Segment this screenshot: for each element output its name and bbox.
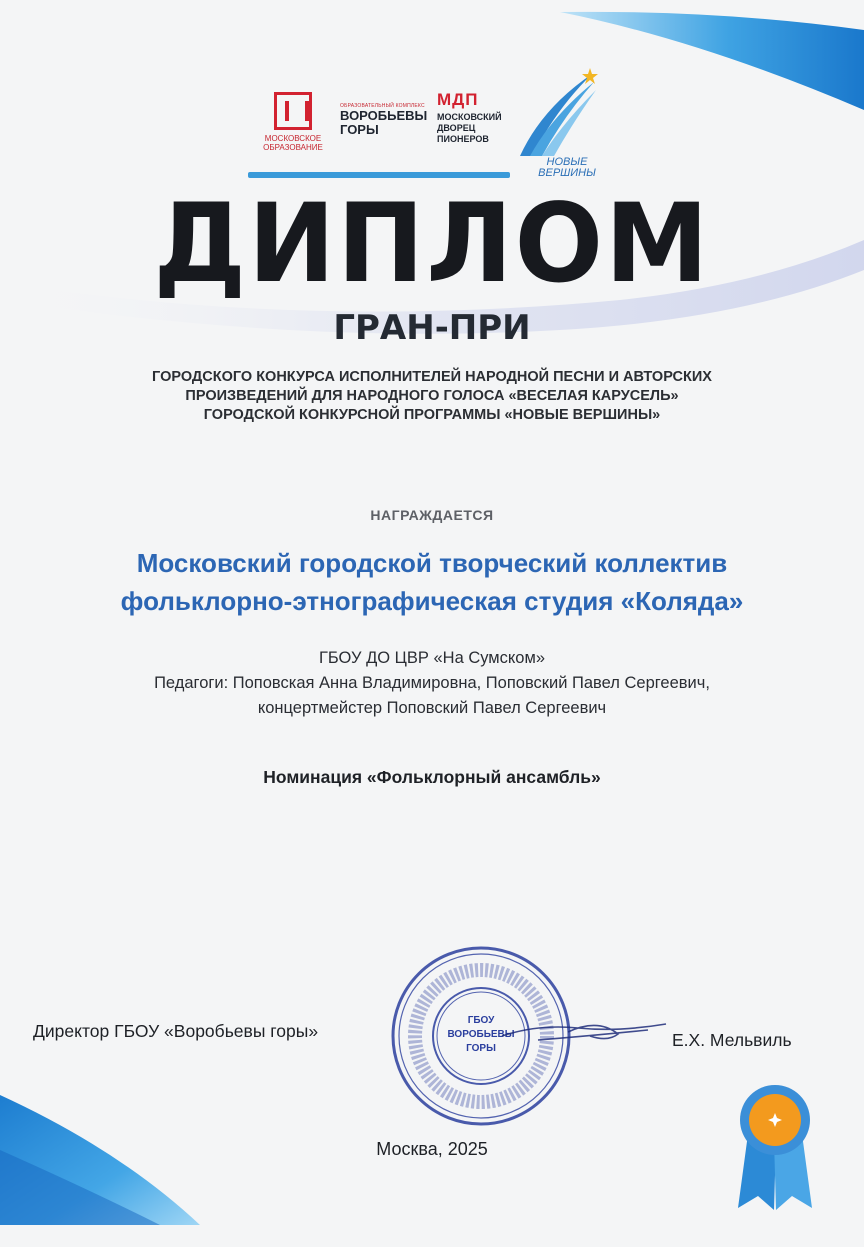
- recipient-line: Московский городской творческий коллектив: [136, 548, 728, 578]
- detail-line: концертмейстер Поповский Павел Сергеевич: [257, 699, 607, 717]
- vorobyovy-gory-logo: [340, 103, 435, 137]
- mdp-mark: МДП: [437, 90, 479, 109]
- signatory-role: Директор ГБОУ «Воробьевы горы»: [33, 1021, 319, 1041]
- detail-line: ГБОУ ДО ЦВР «На Сумском»: [318, 649, 546, 667]
- award-medal-icon: [734, 1084, 816, 1214]
- recipient-details: [60, 646, 804, 721]
- new-heights-logo-icon: [512, 68, 602, 158]
- stamp-line: ГБОУ: [467, 1015, 495, 1026]
- recipient-name: [20, 544, 844, 620]
- awarded-label: НАГРАЖДАЕТСЯ: [370, 507, 494, 523]
- stamp-line: ВОРОБЬЕВЫ: [447, 1029, 515, 1040]
- partner-logos: [0, 0, 864, 200]
- contest-line: ПРОИЗВЕДЕНИЙ ДЛЯ НАРОДНОГО ГОЛОСА «ВЕСЕЛАЯ КАРУСЕЛЬ»: [185, 388, 679, 404]
- new-heights-logo: [512, 68, 602, 183]
- mdp-logo: [437, 91, 517, 145]
- detail-line: Педагоги: Поповская Анна Владимировна, Поповский Павел Сергеевич,: [154, 674, 710, 692]
- signatory-name: Е.Х. Мельвиль: [672, 1030, 792, 1050]
- signature-icon: [498, 1006, 670, 1056]
- nomination: Номинация «Фольклорный ансамбль»: [263, 767, 601, 787]
- moscow-education-caption: МОСКОВСКОЕ ОБРАЗОВАНИЕ: [263, 134, 323, 152]
- moscow-education-logo: [262, 92, 324, 152]
- recipient-line: фольклорно-этнографическая студия «Коляда»: [120, 586, 744, 616]
- contest-description: [100, 368, 764, 425]
- contest-line: ГОРОДСКОГО КОНКУРСА ИСПОЛНИТЕЛЕЙ НАРОДНОЙ ПЕСНИ И АВТОРСКИХ: [152, 369, 712, 385]
- mdp-name: МОСКОВСКИЙ ДВОРЕЦ ПИОНЕРОВ: [437, 112, 502, 144]
- place-date: Москва, 2025: [376, 1139, 488, 1159]
- moscow-education-logo-icon: [274, 92, 312, 130]
- header-divider: [248, 172, 510, 178]
- diploma-title: ДИПЛОМ: [153, 178, 711, 308]
- vorobyovy-name: ВОРОБЬЕВЫ ГОРЫ: [340, 108, 428, 137]
- vorobyovy-small-caption: ОБРАЗОВАТЕЛЬНЫЙ КОМПЛЕКС: [340, 103, 425, 109]
- contest-line: ГОРОДСКОЙ КОНКУРСНОЙ ПРОГРАММЫ «НОВЫЕ ВЕРШИНЫ»: [203, 407, 661, 423]
- stamp-line: ГОРЫ: [466, 1043, 496, 1054]
- new-heights-caption: НОВЫЕ ВЕРШИНЫ: [538, 156, 596, 179]
- award-subtitle: ГРАН-ПРИ: [333, 308, 531, 348]
